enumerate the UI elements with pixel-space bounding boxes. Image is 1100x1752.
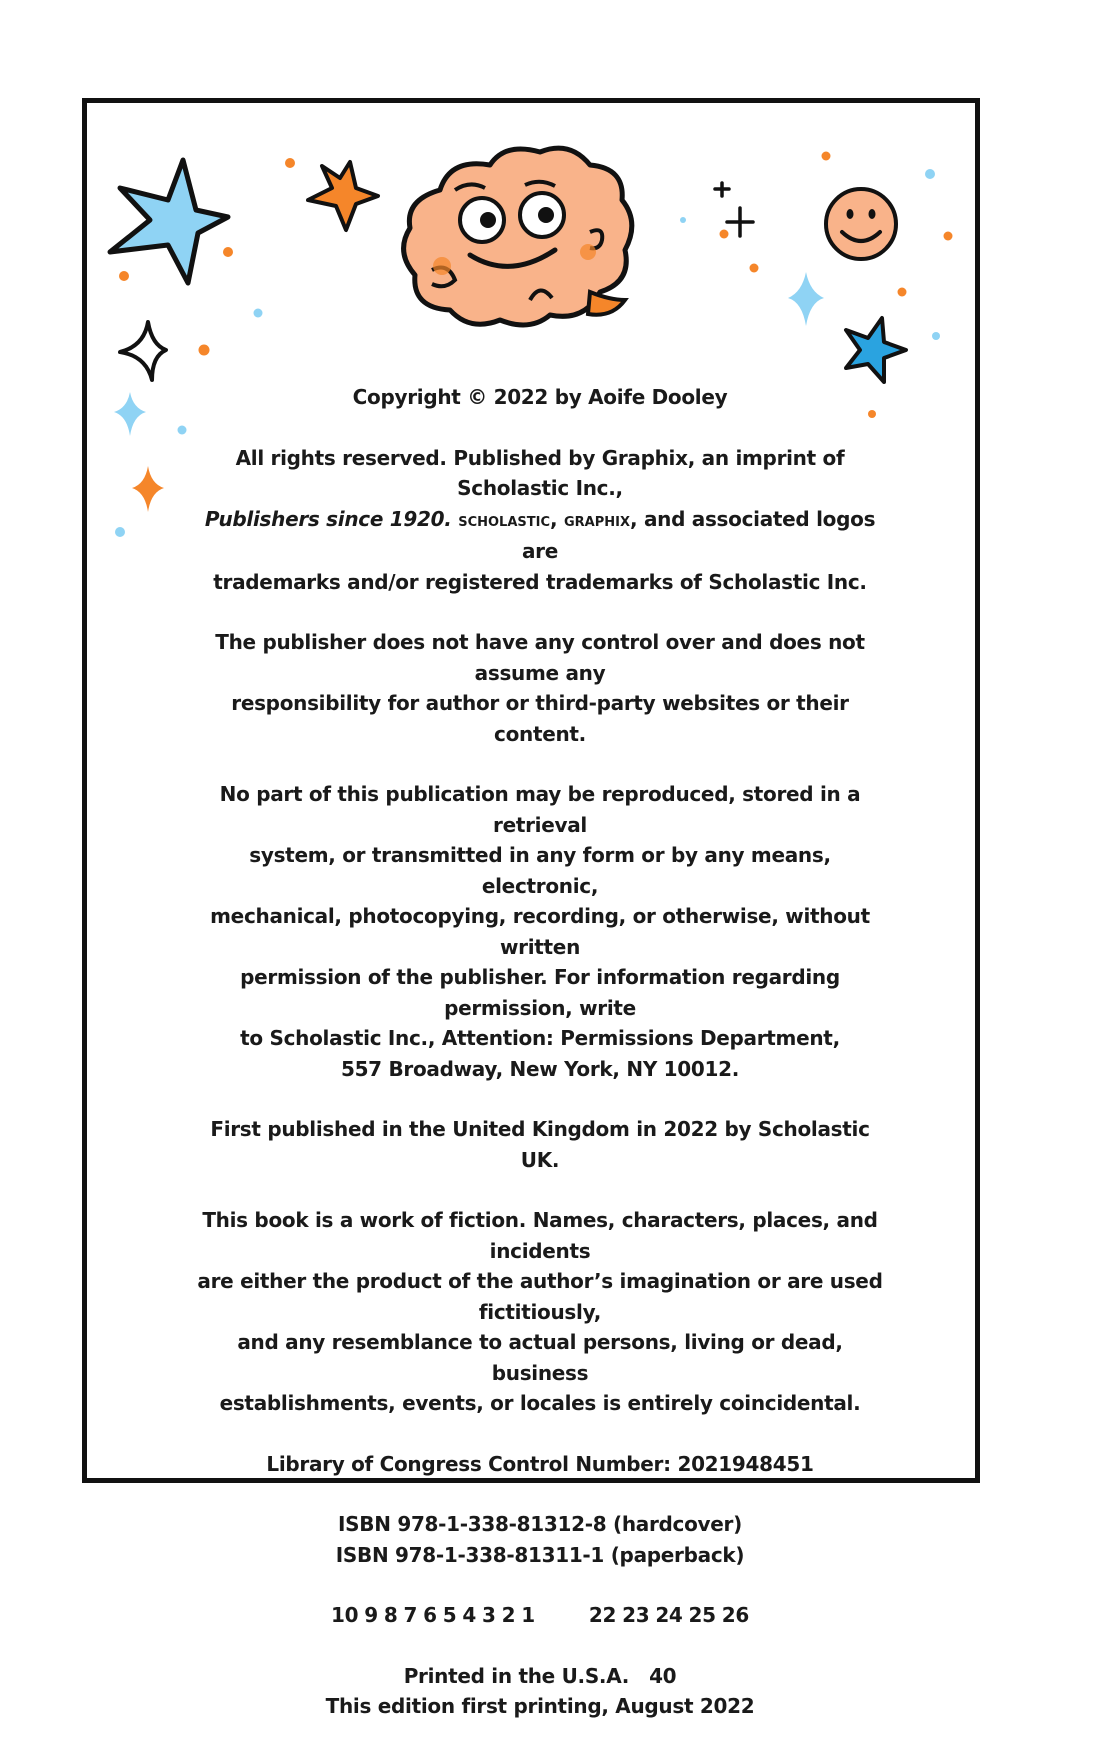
first-published-line: First published in the United Kingdom in 2022 by Scholastic UK. — [210, 1117, 870, 1172]
lccn-line: Library of Congress Control Number: 2021948451 — [266, 1451, 814, 1476]
printing-numbers: 10 9 8 7 6 5 4 3 2 1 — [330, 1603, 535, 1627]
disclaimer-paragraph: The publisher does not have any control over and does not assume any responsibility for author or third-party websites or their content. — [215, 630, 865, 746]
edition-line: This edition first printing, August 2022 — [325, 1694, 755, 1718]
year-numbers: 22 23 24 25 26 — [588, 1603, 750, 1627]
printed-paragraph — [190, 1661, 890, 1722]
isbn-paragraph: ISBN 978-1-338-81312-8 (hardcover) ISBN 978-1-338-81311-1 (paperback) — [335, 1512, 745, 1567]
publishers-since: Publishers since 1920. — [204, 506, 452, 531]
copyright-line: Copyright © 2022 by Aoife Dooley — [352, 385, 728, 409]
rights-paragraph: All rights reserved. Published by Graphix, an imprint of Scholastic Inc., Publishers since 1920. scholastic, graphix, and associated logos are trademarks and/or registered trademarks of Scholastic Inc. — [204, 445, 876, 594]
permission-paragraph: No part of this publication may be reproduced, stored in a retrieval system, or transmitted in any form or by any means, electronic, mechanical, photocopying, recording, or otherwise, without written permission of the publisher. For information regarding permission, write to Scholastic Inc., Attention: Permissions Department, 557 Broadway, New York, NY 10012. — [210, 782, 870, 1081]
copyright-page-text — [190, 382, 890, 1752]
graphix-mark: graphix — [563, 509, 630, 531]
scholastic-mark: scholastic — [458, 509, 550, 531]
printing-line — [190, 1600, 890, 1631]
fiction-paragraph: This book is a work of fiction. Names, characters, places, and incidents are either the product of the author’s imagination or are used fictitiously, and any resemblance to actual persons, living or dead, business establishments, events, or locales is entirely coincidental. — [197, 1208, 883, 1415]
printed-in-line: Printed in the U.S.A. 40 — [403, 1663, 677, 1688]
